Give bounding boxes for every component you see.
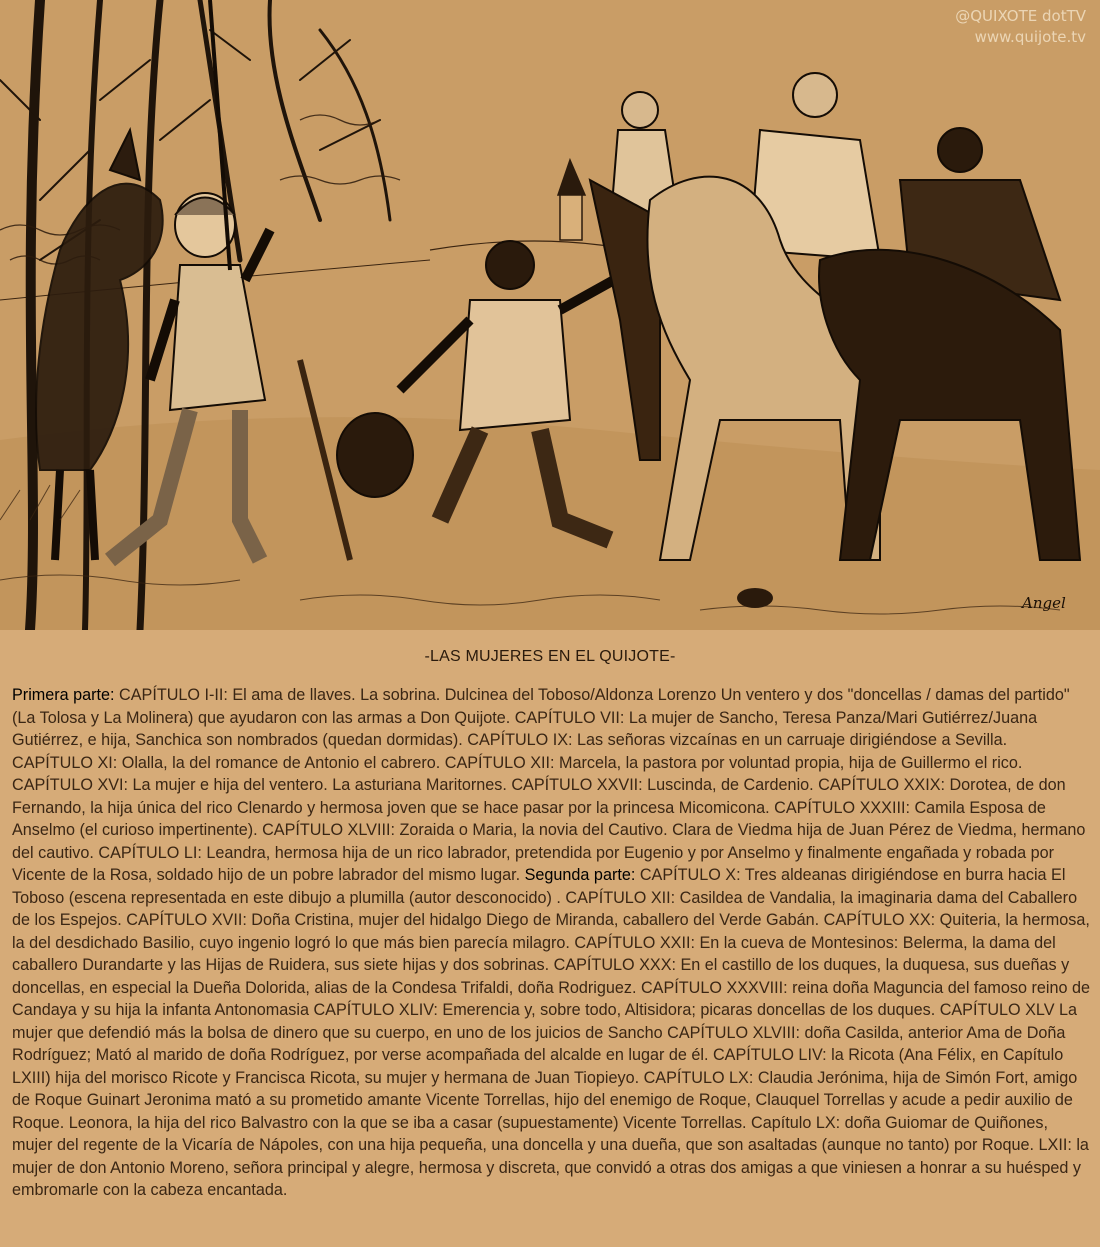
- article-body: [12, 684, 1090, 1202]
- part1-text: CAPÍTULO I-II: El ama de llaves. La sobrina. Dulcinea del Toboso/Aldonza Lorenzo Un ventero y dos "doncellas / damas del partido" (La Tolosa y La Molinera) que ayudaron con las armas a Don Quijote. CAPÍTULO VII: La mujer de Sancho, Teresa Panza/Mari Gutiérrez/Juana Gutiérrez, e hija, Sanchica son nombrados (quedan dormidas). CAPÍTULO IX: Las señoras vizcaínas en un carruaje dirigiéndose a Sevilla. CAPÍTULO XI: Olalla, la del romance de Antonio el cabrero. CAPÍTULO XII: Marcela, la pastora por voluntad propia, hija de Guillermo el rico. CAPÍTULO XVI: La mujer e hija del ventero. La asturiana Maritornes. CAPÍTULO XXVII: Luscinda, de Cardenio. CAPÍTULO XXIX: Dorotea, de don Fernando, la hija única del rico Clenardo y hermosa joven que se hace pasar por la princesa Micomicona. CAPÍTULO XXXIII: Camila Esposa de Anselmo (el curioso impertinente). CAPÍTULO XLVIII: Zoraida o Maria, la novia del Cautivo. Clara de Viedma hija de Juan Pérez de Viedma, hermano del cautivo. CAPÍTULO LI: Leandra, hermosa hija de un rico labrador, pretendida por Eugenio y por Anselmo y finalmente engañada y robada por Vicente de la Rosa, soldado hijo de un pobre labrador del mismo lugar.: [12, 686, 1086, 884]
- part2-label: Segunda parte:: [524, 866, 636, 884]
- watermark: [955, 6, 1086, 48]
- part2-text: CAPÍTULO X: Tres aldeanas dirigiéndose en burra hacia El Toboso (escena representada en este dibujo a plumilla (autor desconocido) . CAPÍTULO XII: Casildea de Vandalia, la imaginaria dama del Caballero de los Espejos. CAPÍTULO XVII: Doña Cristina, mujer del hidalgo Diego de Miranda, caballero del Verde Gabán. CAPÍTULO XX: Quiteria, la hermosa, la del desdichado Basilio, cuyo ingenio logró lo que más bien parecía milagro. CAPÍTULO XXII: En la cueva de Montesinos: Belerma, la dama del caballero Durandarte y las Hijas de Ruidera, sus siete hijas y dos sobrinas. CAPÍTULO XXX: En el castillo de los duques, la duquesa, sus dueñas y doncellas, en especial la Dueña Dolorida, alias de la Condesa Trifaldi, doña Rodriguez. CAPÍTULO XXXVIII: reina doña Maguncia del famoso reino de Candaya y su hija la infanta Antonomasia CAPÍTULO XLIV: Emerencia y, sobre todo, Altisidora; picaras doncellas de los duques. CAPÍTULO XLV La mujer que defendió más la bolsa de dinero que su cuerpo, en uno de los juicios de Sancho CAPÍTULO XLVIII: doña Casilda, anterior Ama de Doña Rodríguez; Mató al marido de doña Rodríguez, por verse acompañada del alcalde en lugar de él. CAPÍTULO LIV: la Ricota (Ana Félix, en Capítulo LXIII) hija del morisco Ricote y Francisca Ricota, su mujer y hermana de Juan Tiopieyo. CAPÍTULO LX: Claudia Jerónima, hija de Simón Fort, amigo de Roque Guinart Jeronima mató a su prometido amante Vicente Torrellas, hijo del enemigo de Roque, Clauquel Torrellas y acude a pedir auxilio de Roque. Leonora, la hija del rico Balvastro con la que se iba a casar (supuestamente) Vicente Torrellas. Capítulo LX: doña Guiomar de Quiñones, mujer del regente de la Vicaría de Nápoles, con una hija pequeña, una doncella y una dueña, que son asaltadas (aunque no tanto) por Roque. LXII: la mujer de don Antonio Moreno, señora principal y alegre, hermosa y discreta, que convidó a otras dos amigas a que viniesen a honrar a su huésped y embromarle con la cabeza encantada.: [12, 866, 1090, 1199]
- artist-signature: Angel: [1022, 594, 1066, 612]
- watermark-handle: @QUIXOTE dotTV: [955, 7, 1086, 25]
- part1-label: Primera parte:: [12, 686, 115, 704]
- watermark-site: www.quijote.tv: [974, 28, 1086, 46]
- page-title: -LAS MUJERES EN EL QUIJOTE-: [424, 648, 676, 665]
